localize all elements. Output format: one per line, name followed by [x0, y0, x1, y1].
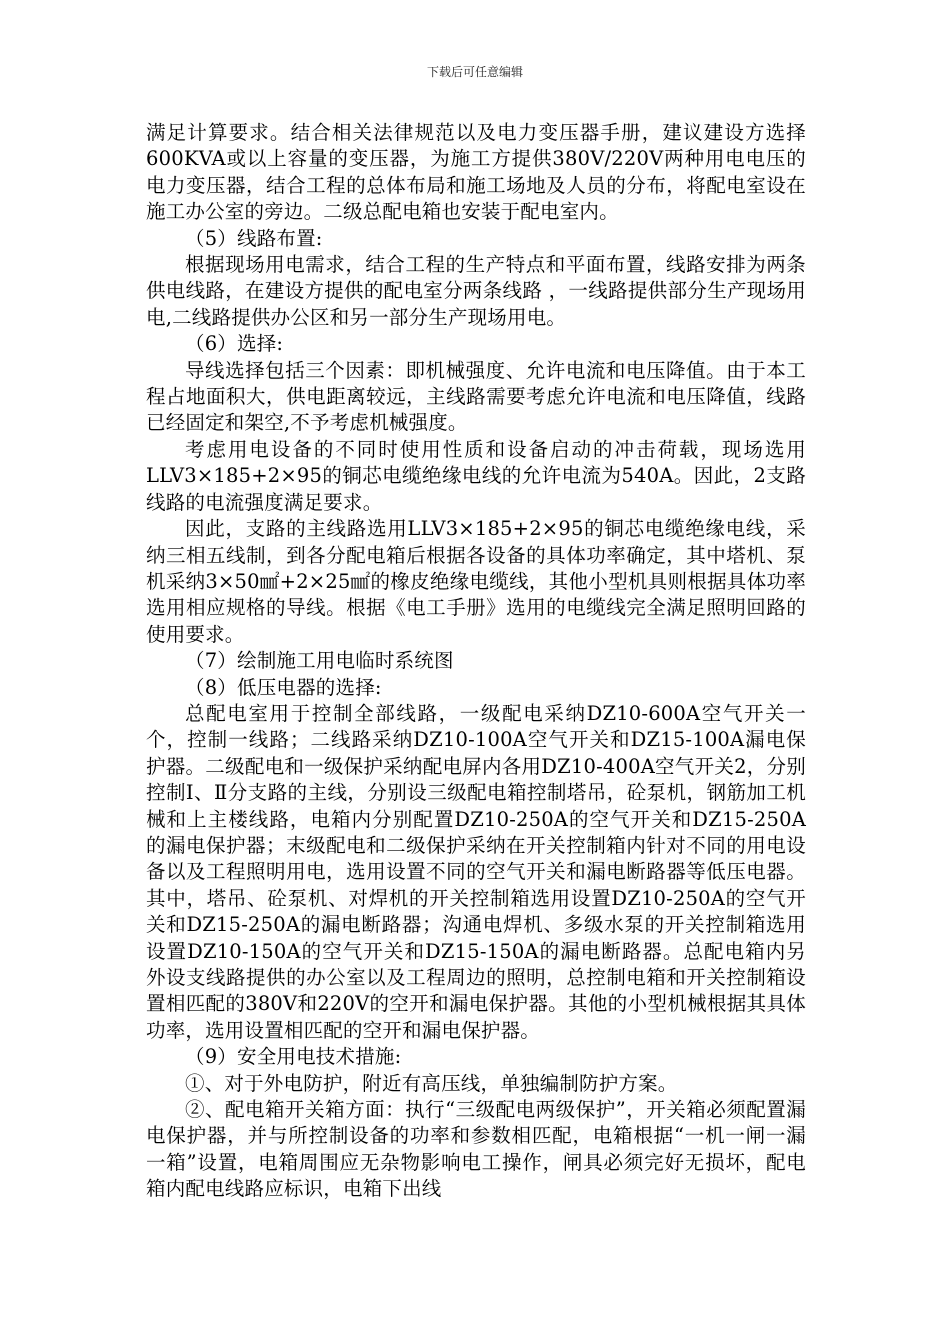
page-header: 下载后可任意编辑: [426, 65, 523, 79]
paragraph-external-protection: ①、对于外电防护，附近有高压线，单独编制防护方案。: [185, 1071, 678, 1095]
heading-line-layout: （5）线路布置:: [185, 226, 323, 250]
heading-selection: （6）选择:: [185, 332, 284, 356]
paragraph-low-voltage-appliances: 总配电室用于控制全部线路，一级配电采纳DZ10-600A空气开关一个，控制一线路；二线路采纳DZ10-100A空气开关和DZ15-100A漏电保护器。二级配电和一级保护采纳配电屏内各用DZ10-400A空气开关2，分别控制Ⅰ、Ⅱ分支路的主线，分别设三级配电箱控制塔吊，砼泵机，钢筋加工机械和上主楼线路，电箱内分别配置DZ10-250A的空气开关和DZ15-250A的漏电保护器；末级配电和二级保护采纳在开关控制箱内针对不同的用电设备以及工程照明用电，选用设置不同的空气开关和漏电断路器等低压电器。其中，塔吊、砼泵机、对焊机的开关控制箱选用设置DZ10-250A的空气开关和DZ15-250A的漏电断路器；沟通电焊机、多级水泵的开关控制箱选用设置DZ10-150A的空气开关和DZ15-150A的漏电断路器。总配电箱内另外设支线路提供的办公室以及工程周边的照明，总控制电箱和开关控制箱设置相匹配的380V和220V的空开和漏电保护器。其他的小型机械根据其具体功率，选用设置相匹配的空开和漏电保护器。: [146, 701, 806, 1042]
heading-system-diagram: （7）绘制施工用电临时系统图: [185, 649, 454, 673]
document-body: [146, 120, 806, 1203]
heading-safety-measures: （9）安全用电技术措施:: [185, 1045, 402, 1069]
paragraph-line-layout: 根据现场用电需求，结合工程的生产特点和平面布置，线路安排为两条供电线路，在建设方提供的配电室分两条线路 ，一线路提供部分生产现场用电,二线路提供办公区和另一部分生产现场用电。: [146, 253, 806, 329]
paragraph-cable-current: 考虑用电设备的不同时使用性质和设备启动的冲击荷载，现场选用LLV3×185+2×95的铜芯电缆绝缘电线的允许电流为540A。因此，2支路线路的电流强度满足要求。: [146, 437, 806, 514]
paragraph-distribution-box: ②、配电箱开关箱方面：执行“三级配电两级保护”，开关箱必须配置漏电保护器，并与所控制设备的功率和参数相匹配，电箱根据“一机一闸一漏一箱”设置，电箱周围应无杂物影响电工操作，闸具必须完好无损坏，配电箱内配电线路应标识，电箱下出线: [146, 1098, 806, 1201]
paragraph-transformer-selection: 满足计算要求。结合相关法律规范以及电力变压器手册，建议建设方选择600KVA或以上容量的变压器，为施工方提供380V/220V两种用电电压的电力变压器，结合工程的总体布局和施工场地及人员的分布，将配电室设在施工办公室的旁边。二级总配电箱也安装于配电室内。: [146, 121, 806, 224]
heading-low-voltage-appliances: （8）低压电器的选择:: [185, 675, 382, 699]
paragraph-wire-selection-factors: 导线选择包括三个因素：即机械强度、允许电流和电压降值。由于本工程占地面积大，供电距离较远，主线路需要考虑允许电流和电压降值，线路已经固定和架空,不予考虑机械强度。: [146, 358, 806, 435]
paragraph-branch-main-line: 因此，支路的主线路选用LLV3×185+2×95的铜芯电缆绝缘电线，采纳三相五线制，到各分配电箱后根据各设备的具体功率确定，其中塔机、泵机采纳3×50㎟+2×25㎟的橡皮绝缘电缆线，其他小型机具则根据具体功率选用相应规格的导线。根据《电工手册》选用的电缆线完全满足照明回路的使用要求。: [146, 517, 806, 646]
